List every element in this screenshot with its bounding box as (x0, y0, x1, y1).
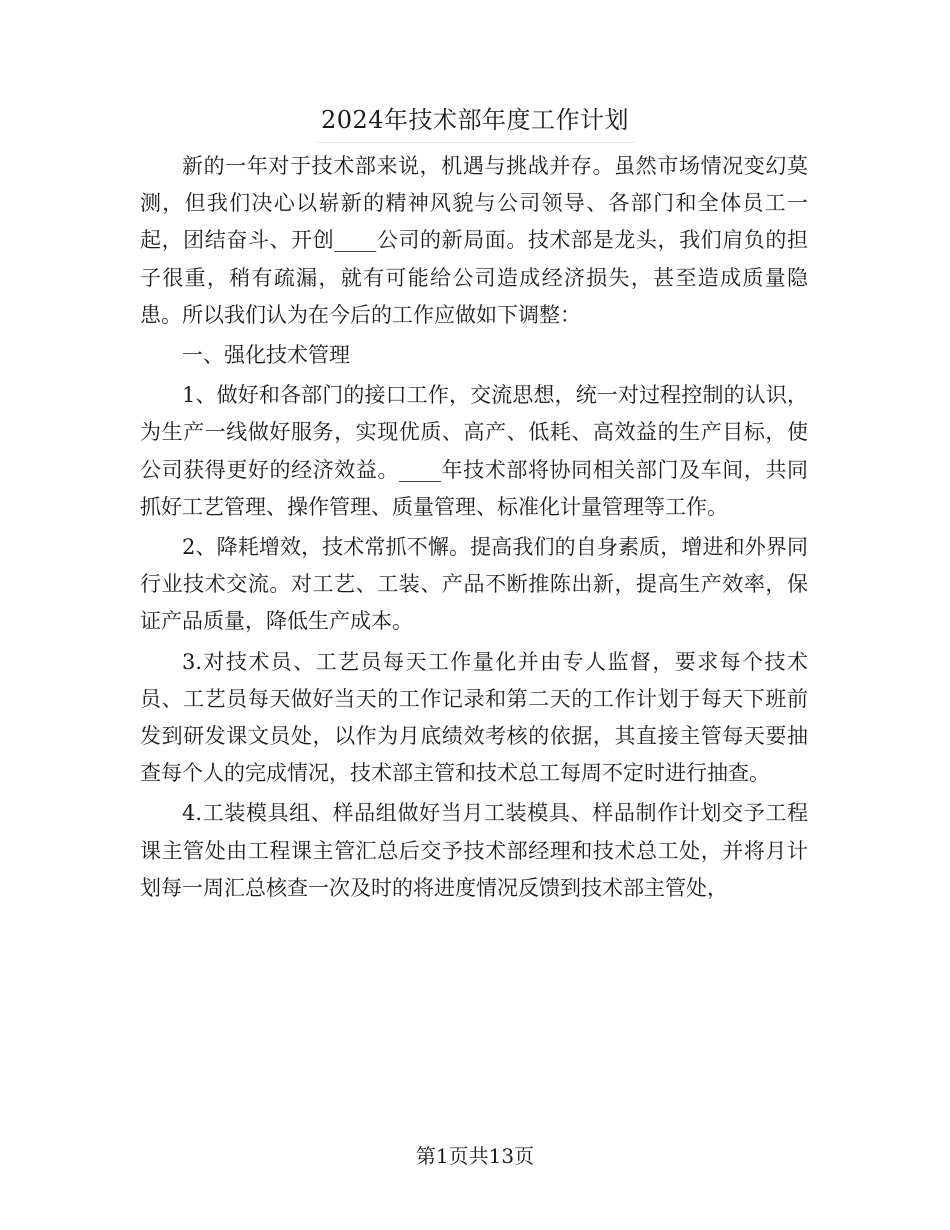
page-number-footer: 第1页共13页 (415, 1144, 535, 1168)
item-paragraph-2: 2、降耗增效，技术常抓不懈。提高我们的自身素质，增进和外界同行业技术交流。对工艺、工装、产品不断推陈出新，提高生产效率，保证产品质量，降低生产成本。 (140, 535, 808, 634)
title-container (0, 100, 950, 143)
item-paragraph-1: 1、做好和各部门的接口工作，交流思想，统一对过程控制的认识，为生产一线做好服务，实现优质、高产、低耗、高效益的生产目标，使公司获得更好的经济效益。____年技术部将协同相关部门及车间，共同抓好工艺管理、操作管理、质量管理、标准化计量管理等工作。 (140, 383, 808, 519)
intro-paragraph: 新的一年对于技术部来说，机遇与挑战并存。虽然市场情况变幻莫测，但我们决心以崭新的精神风貌与公司领导、各部门和全体员工一起，团结奋斗、开创____公司的新局面。技术部是龙头，我们肩负的担子很重，稍有疏漏，就有可能给公司造成经济损失，甚至造成质量隐患。所以我们认为在今后的工作应做如下调整： (140, 154, 808, 327)
section-heading-1: 一、强化技术管理 (182, 343, 350, 368)
document-body (140, 148, 808, 907)
item-paragraph-3: 3.对技术员、工艺员每天工作量化并由专人监督，要求每个技术员、工艺员每天做好当天的工作记录和第二天的工作计划于每天下班前发到研发课文员处，以作为月底绩效考核的依据，其直接主管每天要抽查每个人的完成情况，技术部主管和技术总工每周不定时进行抽查。 (140, 649, 808, 786)
item-paragraph-4: 4.工装模具组、样品组做好当月工装模具、样品制作计划交予工程课主管处由工程课主管汇总后交予技术部经理和技术总工处，并将月计划每一周汇总核查一次及时的将进度情况反馈到技术部主管处， (140, 801, 808, 900)
document-title: 2024年技术部年度工作计划 (315, 100, 635, 143)
